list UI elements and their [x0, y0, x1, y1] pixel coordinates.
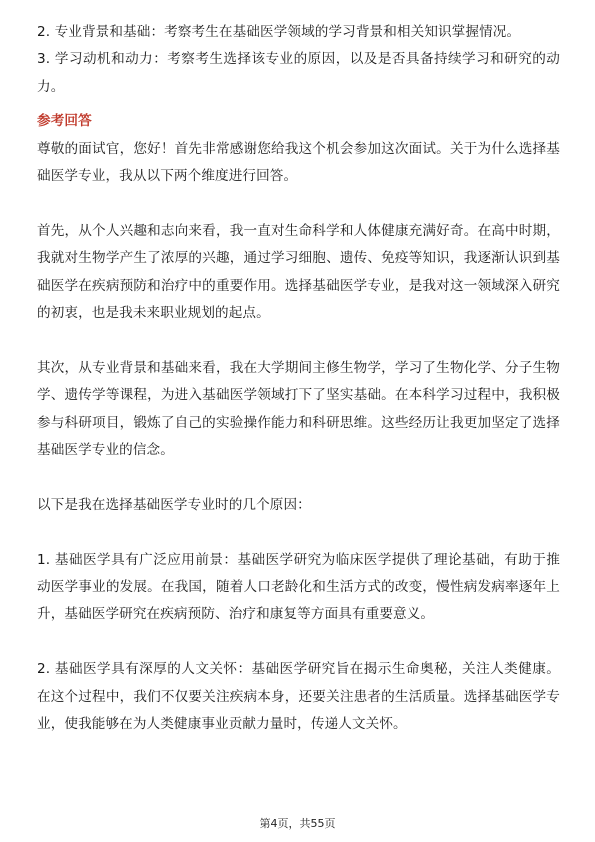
- answer-reason-1: 1. 基础医学具有广泛应用前景：基础医学研究为临床医学提供了理论基础，有助于推动医学事业的发展。在我国，随着人口老龄化和生活方式的改变，慢性病发病率逐年上升，基础医学研究在疾病预防、治疗和康复等方面具有重要意义。: [37, 551, 560, 623]
- paragraph-gap: [37, 519, 560, 546]
- page-number-footer: 第4页，共55页: [259, 817, 336, 830]
- answer-paragraph-interest: 首先，从个人兴趣和志向来看，我一直对生命科学和人体健康充满好奇。在高中时期，我就对生物学产生了浓厚的兴趣，通过学习细胞、遗传、免疫等知识，我逐渐认识到基础医学在疾病预防和治疗中的重要作用。选择基础医学专业，是我对这一领域深入研究的初衷，也是我未来职业规划的起点。: [37, 222, 560, 322]
- answer-paragraph-reasons-intro: 以下是我在选择基础医学专业时的几个原因：: [37, 496, 311, 513]
- paragraph-gap: [37, 629, 560, 656]
- document-body: [37, 19, 560, 738]
- answer-paragraph-intro: 尊敬的面试官，您好！首先非常感谢您给我这个机会参加这次面试。关于为什么选择基础医学专业，我从以下两个维度进行回答。: [37, 140, 560, 185]
- criteria-item-3: 3. 学习动机和动力：考察考生选择该专业的原因，以及是否具备持续学习和研究的动力。: [37, 51, 560, 95]
- answer-paragraph-background: 其次，从专业背景和基础来看，我在大学期间主修生物学，学习了生物化学、分子生物学、遗传学等课程，为进入基础医学领域打下了坚实基础。在本科学习过程中，我积极参与科研项目，锻炼了自己的实验操作能力和科研思维。这些经历让我更加坚定了选择基础医学专业的信念。: [37, 359, 560, 459]
- answer-reason-2: 2. 基础医学具有深厚的人文关怀：基础医学研究旨在揭示生命奥秘，关注人类健康。在这个过程中，我们不仅要关注疾病本身，还要关注患者的生活质量。选择基础医学专业，使我能够在为人类健康事业贡献力量时，传递人文关怀。: [37, 661, 560, 733]
- paragraph-gap: [37, 327, 560, 354]
- criteria-item-2: 2. 专业背景和基础：考察考生在基础医学领域的学习背景和相关知识掌握情况。: [37, 24, 521, 40]
- paragraph-gap: [37, 464, 560, 491]
- paragraph-gap: [37, 190, 560, 217]
- reference-answer-heading: 参考回答: [37, 113, 92, 130]
